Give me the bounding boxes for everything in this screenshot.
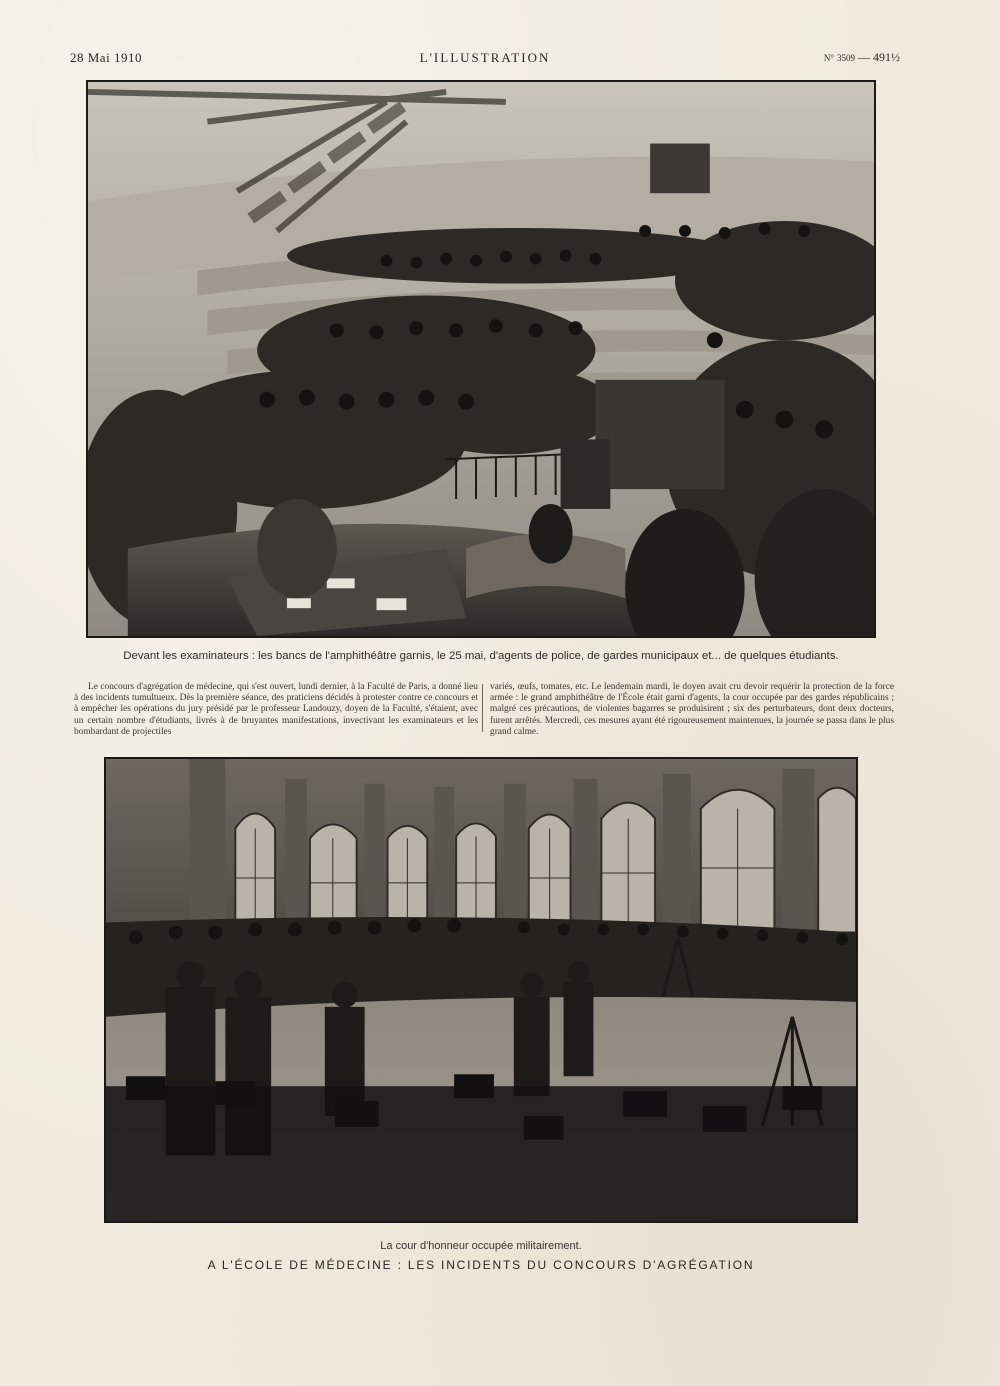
courtyard-photo (104, 757, 858, 1223)
courtyard-image (106, 759, 856, 1221)
page-header (70, 50, 900, 70)
issue-number (824, 50, 900, 65)
issue-value: 3509 (837, 53, 855, 63)
header-date: 28 Mai 1910 (70, 50, 142, 65)
top-photo-caption: Devant les examinateurs : les bancs de l'amphithéâtre garnis, le 25 mai, d'agents de police, de gardes municipaux et... de quelques étudiants. (123, 650, 839, 662)
article-body (70, 682, 928, 737)
amphitheatre-image (88, 82, 874, 636)
amphitheatre-photo (86, 80, 876, 638)
page-main-title: A L'ÉCOLE DE MÉDECINE : LES INCIDENTS DU CONCOURS D'AGRÉGATION (207, 1258, 755, 1272)
bottom-photo-caption: La cour d'honneur occupée militairement. (380, 1240, 582, 1252)
article-column-left: Le concours d'agrégation de médecine, qui s'est ouvert, lundi dernier, à la Faculté de Paris, a donné lieu à des incidents tumultueux. Dès la première séance, des praticiens décidés à protester contre ce concours et à empêcher les opérations du jury présidé par le professeur Landouzy, doyen de la Faculté, s'étaient, avec un certain nombre d'étudiants, livrés à de bruyantes manifestations, invectivant les examinateurs et les bombardant de projectiles (74, 682, 478, 737)
publication-title: L'ILLUSTRATION (419, 50, 551, 65)
issue-prefix: N° (823, 53, 834, 63)
column-divider (482, 684, 483, 732)
page-number: — 491½ (858, 50, 900, 64)
article-column-right: variés, œufs, tomates, etc. Le lendemain mardi, le doyen avait cru devoir requérir la protection de la force armée : le grand amphithéâtre de l'École était garni d'agents, la cour occupée par des gardes républicains ; malgré ces précautions, de violentes bagarres se produisirent ; six des perturbateurs, dont deux docteurs, furent arrêtés. Mercredi, ces mesures ayant été rigoureusement maintenues, la journée se passa dans le plus grand calme. (490, 682, 894, 737)
